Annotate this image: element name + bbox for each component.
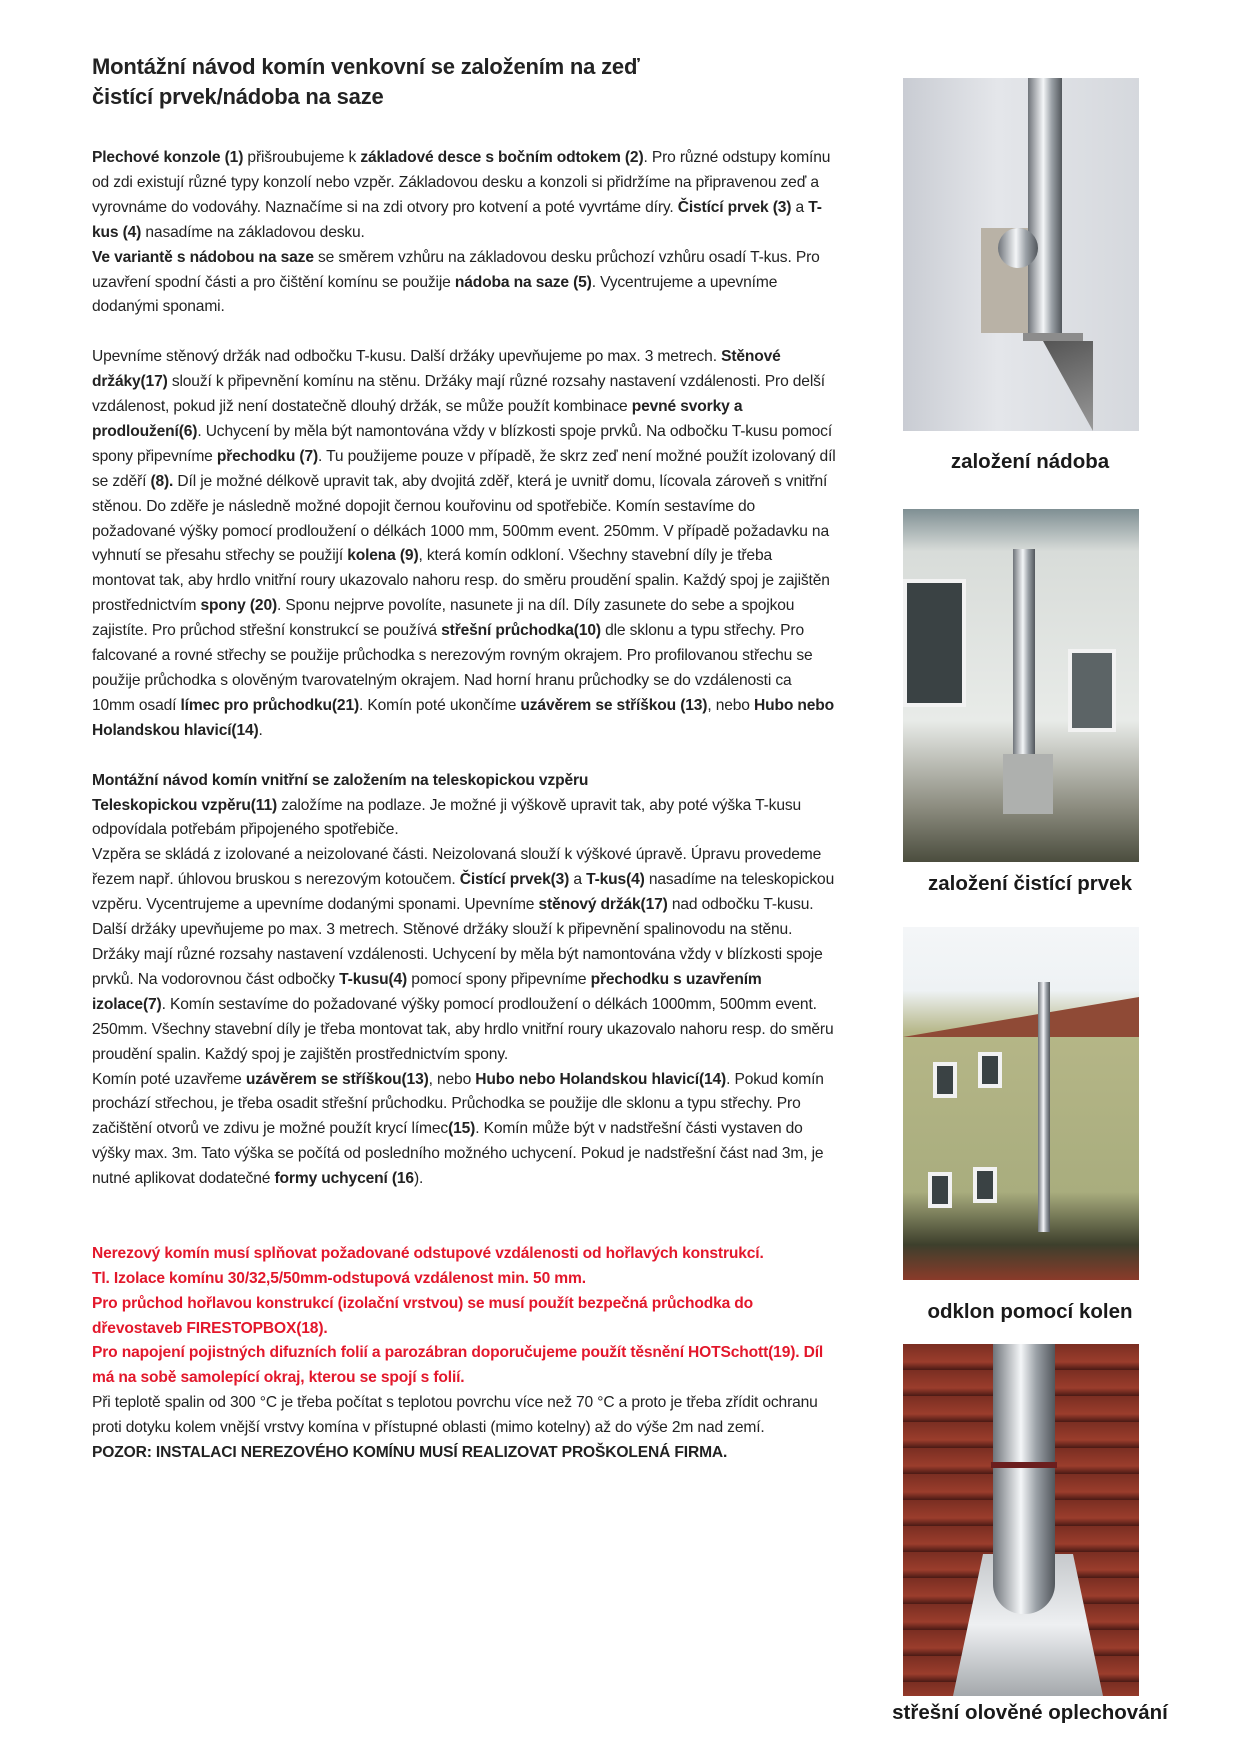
photo-odklon-pomoci-kolen <box>903 927 1139 1280</box>
emphasis-text: T-kus(4) <box>586 871 645 889</box>
title-line-1: Montážní návod komín venkovní se založením na zeď <box>92 54 640 79</box>
emphasis-text: pevné svorky a prodloužení(6) <box>92 398 743 440</box>
body-text: . Komín poté ukončíme <box>359 696 521 714</box>
warning-text: Nerezový komín musí splňovat požadované odstupové vzdálenosti od hořlavých konstrukcí. <box>92 1244 764 1262</box>
emphasis-text: T-kusu(4) <box>339 970 408 988</box>
emphasis-text: Montážní návod komín vnitřní se založením na teleskopickou vzpěru <box>92 771 589 789</box>
body-text: a <box>791 198 809 216</box>
instructions-text <box>92 146 837 1466</box>
body-text: , nebo <box>428 1070 476 1088</box>
body-text: slouží k připevnění komínu na stěnu. Držáky mají různé rozsahy nastavení vzdálenosti. Pro delší vzdálenost, pokud již není dostatečně dlouhý držák, se může použít kombinace <box>92 373 825 416</box>
body-text: a <box>569 871 587 889</box>
body-text: ). <box>413 1170 424 1188</box>
emphasis-text: stěnový držák(17) <box>538 896 668 914</box>
body-text: . Pokud komín prochází střechou, je třeba osadit střešní průchodku. Průchodka se použije dle sklonu a typu střechy. Pro začištění otvorů ve zdivu je možné použít krycí límec <box>92 1070 824 1138</box>
emphasis-text: nádoba na saze (5) <box>454 273 592 291</box>
photo-zalozeni-cistici-prvek <box>903 509 1139 862</box>
emphasis-text: kolena (9) <box>347 547 419 565</box>
emphasis-text: Stěnové držáky(17) <box>92 348 781 391</box>
paragraph <box>92 1267 837 1292</box>
body-text: . Pro různé odstupy komínu od zdi existují různé typy konzolí nebo vzpěr. Základovou desku a konzoli si přidržíme na připravenou zeď a vyrovnáme do vodováhy. Naznačíme si na zdi otvory pro kotvení a poté vyvrtáme díry. <box>92 149 831 216</box>
emphasis-text: Čistící prvek (3) <box>677 198 792 216</box>
paragraph <box>92 1242 837 1267</box>
body-text: , nebo <box>707 696 754 714</box>
paragraph <box>92 345 837 744</box>
body-text: . Tu použijeme pouze v případě, že skrz zeď není možné použít izolovaný díl se zděří <box>92 447 836 490</box>
photo-caption: založení čistící prvek <box>928 872 1132 895</box>
paragraph <box>92 146 837 246</box>
body-text: . Komín sestavíme do požadované výšky pomocí prodloužení o délkách 1000mm, 500mm event. 250mm. Všechny stavební díly je třeba montovat tak, aby hrdlo vnitřní roury ukazovalo nahoru resp. do směru proudění spalin. Každý spoj je zajištěn prostřednictvím spony. <box>92 995 834 1063</box>
body-text: . Komín může být v nadstřešní části vystaven do výšky max. 3m. Tato výška se počítá od posledního možného uchycení. Pokud je nadstřešní část nad 3m, je nutné aplikovat dodatečné <box>92 1120 824 1188</box>
photo-zalozeni-nadoba <box>903 78 1139 431</box>
paragraph-spacer <box>92 320 837 345</box>
emphasis-text: spony (20) <box>200 597 278 615</box>
paragraph <box>92 1391 837 1441</box>
body-text: Při teplotě spalin od 300 °C je třeba počítat s teplotou povrchu více než 70 °C a proto je třeba zřídit ochranu proti dotyku kolem vnější vrstvy komína v přístupné oblasti (mimo kotelny) až do výše 2m nad zemí. <box>92 1394 818 1437</box>
body-text: Vzpěra se skládá z izolované a neizolované části. Neizolovaná slouží k výškové úpravě. Úpravu provedeme řezem např. úhlovou bruskou s nerezovým kotoučem. <box>92 846 822 889</box>
emphasis-text: základové desce s bočním odtokem (2) <box>360 149 644 166</box>
body-text: . Sponu nejprve povolíte, nasunete ji na díl. Díly zasunete do sebe a spojkou zajistíte. Pro průchod střešní konstrukcí se používá <box>92 597 795 640</box>
paragraph-spacer <box>92 1192 837 1242</box>
body-text: nasadíme na teleskopickou vzpěru. Vycentrujeme a upevníme dodanými sponami. Upevníme <box>92 871 835 914</box>
body-text: . Vycentrujeme a upevníme dodanými sponami. <box>92 273 778 316</box>
paragraph <box>92 769 837 794</box>
body-text: , která komín odkloní. Všechny stavební díly je třeba montovat tak, aby hrdlo vnitřní roury ukazovalo nahoru resp. do směru proudění spalin. Každý spoj je zajištěn prostřednictvím <box>92 547 830 615</box>
body-text: . Uchycení by měla být namontována vždy v blízkosti spoje prvků. Na odbočku T-kusu pomocí spony připevníme <box>92 422 833 465</box>
emphasis-text: Čistící prvek(3) <box>459 871 570 889</box>
body-text: se směrem vzhůru na základovou desku průchozí vzhůru osadí T-kus. Pro uzavření spodní části a pro čištění komínu se použije <box>92 248 820 291</box>
title-line-2: čistící prvek/nádoba na saze <box>92 84 384 109</box>
emphasis-text: (8). <box>150 472 174 490</box>
body-text: dle sklonu a typu střechy. Pro falcované a rovné střechy se použije průchodka s nerezovým rovným okrajem. Pro profilovanou střechu se použije průchodka s olověným tvarovatelným okrajem. Nad horní hranu průchodky se do vzdálenosti ca 10mm osadí <box>92 622 813 714</box>
body-text: nasadíme na základovou desku. <box>141 223 365 241</box>
emphasis-text: T-kus (4) <box>92 198 822 241</box>
photo-caption: střešní olověné oplechování <box>892 1701 1168 1724</box>
paragraph <box>92 1292 837 1342</box>
warning-text: Pro napojení pojistných difuzních folií a parozábran doporučujeme použít těsnění HOTSchott(19). Díl má na sobě samolepící okraj, kterou se spojí s folií. <box>92 1344 824 1387</box>
paragraph <box>92 1341 837 1391</box>
emphasis-text: Hubo nebo Holandskou hlavicí(14) <box>475 1070 727 1088</box>
body-text: založíme na podlaze. Je možné ji výškově upravit tak, aby poté výška T-kusu odpovídala potřebám připojeného spotřebiče. <box>92 796 802 839</box>
emphasis-text: Ve variantě s nádobou na saze <box>92 248 314 266</box>
body-text: nad odbočku T-kusu. Další držáky upevňujeme po max. 3 metrech. Stěnové držáky slouží k připevnění spalinovodu na stěnu. Držáky mají různé rozsahy nastavení vzdálenosti. Uchycení by měla být namontována vždy v blízkosti spoje prvků. Na vodorovnou část odbočky <box>92 896 823 988</box>
body-text: Díl je možné délkově upravit tak, aby dvojitá zděř, která je uvnitř domu, lícovala zároveň s vnitřní stěnou. Do zděře je následně možné dopojit černou kouřovinu od spotřebiče. Komín sestavíme do požadované výšky pomocí prodloužení o délkách 1000 mm, 500mm event. 250mm. V případě požadavku na vyhnutí se přesahu střechy se použijí <box>92 472 829 565</box>
emphasis-text: Hubo nebo Holandskou hlavicí(14) <box>92 696 835 739</box>
paragraph <box>92 246 837 321</box>
emphasis-text: uzávěrem se stříškou(13) <box>245 1070 429 1088</box>
body-text: Komín poté uzavřeme <box>92 1070 246 1088</box>
photo-stresni-olovene-oplechovani <box>903 1344 1139 1696</box>
warning-text: Tl. Izolace komínu 30/32,5/50mm-odstupová vzdálenost min. 50 mm. <box>92 1269 586 1287</box>
emphasis-text: POZOR: INSTALACI NEREZOVÉHO KOMÍNU MUSÍ REALIZOVAT PROŠKOLENÁ FIRMA. <box>92 1444 728 1462</box>
warning-text: Pro průchod hořlavou konstrukcí (izolační vrstvou) se musí použít bezpečná průchodka do dřevostaveb FIRESTOPBOX(18). <box>92 1294 754 1337</box>
emphasis-text: přechodku (7) <box>216 447 319 465</box>
photo-caption: založení nádoba <box>950 450 1110 473</box>
paragraph <box>92 794 837 844</box>
body-text: . <box>258 721 263 739</box>
emphasis-text: formy uchycení (16 <box>274 1170 414 1188</box>
body-text: Upevníme stěnový držák nad odbočku T-kusu. Další držáky upevňujeme po max. 3 metrech. <box>92 348 722 366</box>
emphasis-text: (15) <box>448 1120 476 1138</box>
emphasis-text: uzávěrem se stříškou (13) <box>520 696 708 714</box>
paragraph <box>92 1068 837 1193</box>
emphasis-text: přechodku s uzavřením izolace(7) <box>92 970 762 1013</box>
emphasis-text: Plechové konzole (1) <box>92 149 244 166</box>
body-text: přišroubujeme k <box>243 149 361 166</box>
emphasis-text: límec pro průchodku(21) <box>180 696 360 714</box>
emphasis-text: Teleskopickou vzpěru(11) <box>92 796 278 814</box>
paragraph <box>92 843 837 1067</box>
body-text: pomocí spony připevníme <box>407 970 591 988</box>
paragraph <box>92 1441 837 1466</box>
paragraph-spacer <box>92 744 837 769</box>
emphasis-text: střešní průchodka(10) <box>441 622 601 640</box>
photo-caption: odklon pomocí kolen <box>927 1300 1133 1323</box>
page-title <box>92 52 852 112</box>
